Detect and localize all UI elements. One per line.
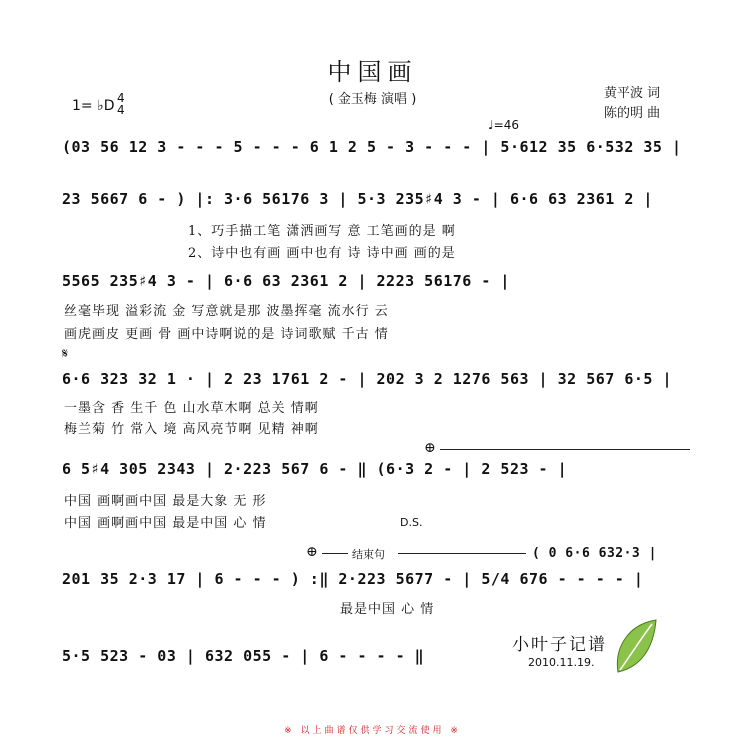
composer-credit: 陈的明 曲: [604, 106, 661, 121]
leaf-logo-icon: [610, 616, 660, 676]
score-line-5-notes: 6 5♯4 305 2343 | 2·223 567 6 - ‖ (6·3 2 - | 2 523 - |: [62, 460, 568, 478]
transcriber-signature: 小叶子记谱: [512, 635, 607, 655]
coda-label: 结束句: [352, 548, 385, 561]
ending-bracket-right: [398, 553, 526, 554]
score-line-4-lyric-1: 一墨含 香 生千 色 山水草木啊 总关 情啊: [64, 401, 319, 416]
score-line-4-notes: 6·6 323 32 1 · | 2 23 1761 2 - | 202 3 2 1276 563 | 32 567 6·5 |: [62, 370, 672, 388]
time-signature: [117, 92, 125, 116]
score-line-2-notes: 23 5667 6 - ) |: 3·6 56176 3 | 5·3 235♯4 3 - | 6·6 63 2361 2 |: [62, 190, 653, 208]
dal-segno-marking: D.S.: [400, 516, 423, 529]
coda-bracket-line: [440, 449, 690, 450]
score-line-6-lyric-1: 最是中国 心 情: [340, 602, 435, 617]
performer-subtitle: ( 金玉梅 演唱 ): [328, 92, 417, 107]
score-line-3-notes: 5565 235♯4 3 - | 6·6 63 2361 2 | 2223 56176 - |: [62, 272, 510, 290]
song-title: 中国画: [327, 58, 418, 86]
score-line-3-lyric-2: 画虎画皮 更画 骨 画中诗啊说的是 诗词歌赋 千古 情: [64, 327, 389, 342]
transcription-date: 2010.11.19.: [528, 656, 595, 669]
time-signature-bottom: 4: [117, 103, 125, 117]
coda-sign-ending: ⊕: [306, 544, 318, 560]
coda-sign: ⊕: [424, 440, 436, 456]
score-line-6-notes: 201 35 2·3 17 | 6 - - - ) :‖ 2·223 5677 - | 5/4 676 - - - - |: [62, 570, 644, 588]
footer-notice: ※ 以上曲谱仅供学习交流使用 ※: [284, 726, 461, 736]
score-line-5-lyric-1: 中国 画啊画中国 最是大象 无 形: [64, 494, 267, 509]
key-signature: 1= ♭D: [72, 98, 115, 114]
score-line-2-lyric-2: 2、诗中也有画 画中也有 诗 诗中画 画的是: [188, 246, 456, 261]
time-signature-top: 4: [117, 91, 125, 105]
score-line-5-lyric-2: 中国 画啊画中国 最是中国 心 情: [64, 516, 267, 531]
lyricist-credit: 黄平波 词: [604, 86, 661, 101]
score-line-4-lyric-2: 梅兰菊 竹 常入 境 高风亮节啊 见精 神啊: [64, 422, 319, 437]
score-line-1-notes: (03 56 12 3 - - - 5 - - - 6 1 2 5 - 3 - - - | 5·612 35 6·532 35 |: [62, 138, 682, 156]
score-line-7-notes: 5·5 523 - 03 | 632 055 - | 6 - - - - ‖: [62, 647, 425, 665]
score-line-2-lyric-1: 1、巧手描工笔 潇洒画写 意 工笔画的是 啊: [188, 224, 456, 239]
tempo-marking: ♩=46: [488, 118, 519, 132]
segno-sign: 𝄋: [62, 346, 69, 362]
score-line-3-lyric-1: 丝毫毕现 溢彩流 金 写意就是那 波墨挥毫 流水行 云: [64, 304, 389, 319]
ending-bracket-left: [322, 553, 348, 554]
pickup-notes: ( 0 6·6 632·3 |: [532, 546, 657, 561]
